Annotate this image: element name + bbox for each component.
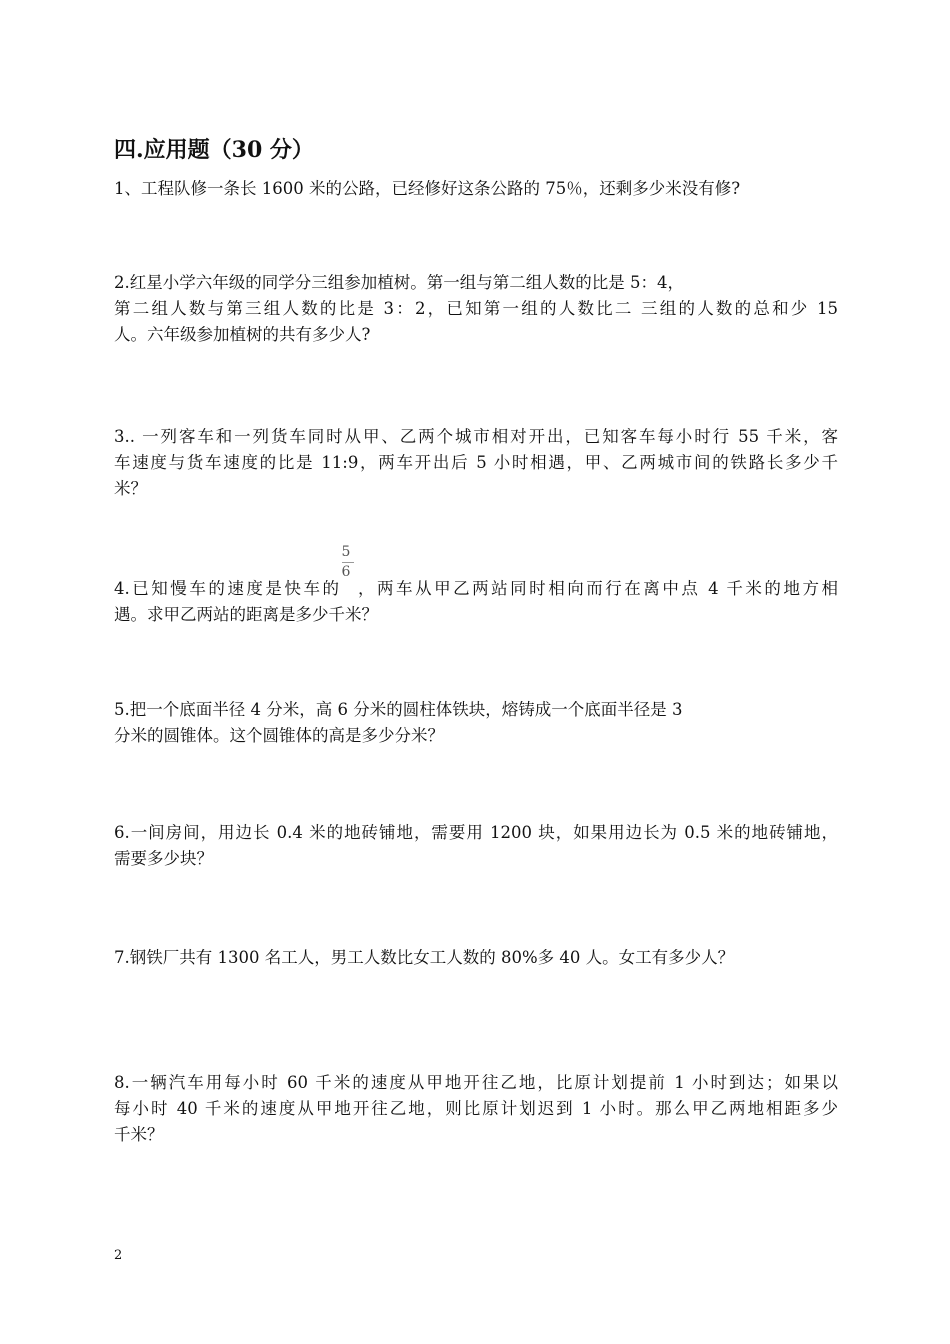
fraction-denominator: 6 bbox=[341, 564, 351, 580]
question-5-line-2: 分米的圆锥体。这个圆锥体的高是多少分米？ bbox=[114, 726, 444, 745]
question-4 bbox=[114, 544, 838, 628]
question-5 bbox=[114, 697, 838, 749]
question-8-line-3: 千米？ bbox=[114, 1125, 164, 1144]
question-2 bbox=[114, 270, 838, 348]
question-1 bbox=[114, 176, 838, 202]
question-3 bbox=[114, 424, 838, 502]
question-1-line-1: 1、工程队修一条长 1600 米的公路，已经修好这条公路的 75％，还剩多少米没有修? bbox=[114, 179, 741, 198]
question-6-line-1: 6.一间房间，用边长 0.4 米的地砖铺地，需要用 1200 块，如果用边长为 0.5 米的地砖铺地， bbox=[114, 823, 838, 842]
page-number: 2 bbox=[114, 1248, 123, 1263]
question-4-text-after-fraction: ，两车从甲乙两站同时相向而行在离中点 4 千米的地方相 bbox=[355, 579, 838, 598]
question-7 bbox=[114, 945, 838, 971]
question-8-line-1: 8.一辆汽车用每小时 60 千米的速度从甲地开往乙地，比原计划提前 1 小时到达；如果以 bbox=[114, 1073, 838, 1092]
question-4-line-1 bbox=[114, 544, 838, 602]
question-5-line-1: 5.把一个底面半径 4 分米，高 6 分米的圆柱体铁块，熔铸成一个底面半径是 3 bbox=[114, 700, 683, 719]
question-8 bbox=[114, 1070, 838, 1148]
question-2-line-3: 人。六年级参加植树的共有多少人? bbox=[114, 325, 371, 344]
question-8-line-2: 每小时 40 千米的速度从甲地开往乙地，则比原计划迟到 1 小时。那么甲乙两地相距多少 bbox=[114, 1099, 838, 1118]
question-3-line-1: 3.. 一列客车和一列货车同时从甲、乙两个城市相对开出，已知客车每小时行 55 千米，客 bbox=[114, 427, 838, 446]
question-6-line-2: 需要多少块？ bbox=[114, 849, 213, 868]
section-title: 四.应用题（30 分） bbox=[114, 137, 314, 163]
question-7-line-1: 7.钢铁厂共有 1300 名工人，男工人数比女工人数的 80%多 40 人。女工有多少人？ bbox=[114, 948, 735, 967]
question-2-line-1: 2.红星小学六年级的同学分三组参加植树。第一组与第二组人数的比是 5：4， bbox=[114, 273, 684, 292]
fraction-numerator: 5 bbox=[341, 544, 351, 560]
fraction-five-sixths bbox=[341, 544, 355, 594]
question-3-line-2: 车速度与货车速度的比是 11:9，两车开出后 5 小时相遇，甲、乙两城市间的铁路长多少千 bbox=[114, 453, 838, 472]
question-4-line-2: 遇。求甲乙两站的距离是多少千米？ bbox=[114, 605, 378, 624]
question-6 bbox=[114, 820, 838, 872]
fraction-bar bbox=[342, 562, 354, 563]
question-4-text-before-fraction: 4.已知慢车的速度是快车的 bbox=[114, 579, 342, 598]
question-2-line-2: 第二组人数与第三组人数的比是 3：2，已知第一组的人数比二 三组的人数的总和少 15 bbox=[114, 299, 838, 318]
question-3-line-3: 米？ bbox=[114, 479, 147, 498]
